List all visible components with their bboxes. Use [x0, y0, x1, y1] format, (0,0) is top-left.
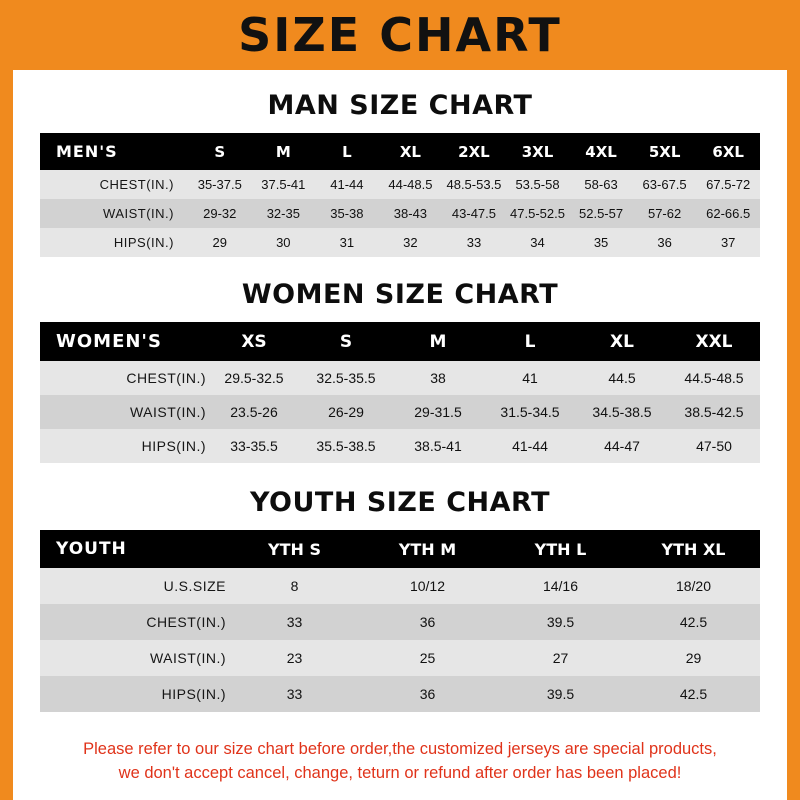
cell: 37 [720, 235, 736, 250]
youth-size-table [40, 530, 760, 712]
cell: 31 [339, 235, 355, 250]
men-size-table [40, 133, 760, 257]
cell: 52.5-57 [579, 206, 624, 221]
cell: 44.5 [608, 370, 636, 386]
women-header-l: L [524, 331, 536, 352]
cell: 29-32 [203, 206, 237, 221]
youth-header-m: YTH M [398, 539, 457, 559]
cell: 53.5-58 [515, 177, 560, 192]
men-header-5xl: 5XL [648, 142, 681, 161]
cell: 57-62 [647, 206, 682, 221]
cell: 33-35.5 [230, 438, 278, 454]
men-table-body [40, 170, 760, 257]
youth-header-s: YTH S [268, 539, 321, 559]
cell: 62-66.5 [706, 206, 751, 221]
page-title: SIZE CHART [238, 8, 562, 62]
women-header-xxl: XXL [695, 331, 733, 352]
women-table-body [40, 361, 760, 463]
cell: 36 [419, 686, 436, 702]
cell: 41 [522, 370, 538, 386]
cell: 29-31.5 [414, 404, 462, 420]
cell: 29 [685, 650, 702, 666]
cell: 37.5-41 [261, 177, 306, 192]
youth-section-title: YOUTH SIZE CHART [249, 487, 551, 518]
cell: 67.5-72 [706, 177, 751, 192]
men-header-4xl: 4XL [585, 142, 617, 161]
cell: 48.5-53.5 [446, 177, 502, 192]
row-label: CHEST(IN.) [146, 614, 226, 630]
cell: 43-47.5 [451, 206, 496, 221]
cell: 25 [419, 650, 436, 666]
table-row [40, 199, 760, 228]
men-header-6xl: 6XL [712, 142, 744, 161]
table-row [40, 170, 760, 199]
youth-header-xl: YTH XL [661, 539, 726, 559]
cell: 34 [530, 235, 545, 250]
row-label: HIPS(IN.) [161, 686, 226, 702]
cell: 42.5 [679, 686, 708, 702]
cell: 29.5-32.5 [224, 370, 284, 386]
cell: 26-29 [328, 404, 364, 420]
row-label: CHEST(IN.) [126, 370, 206, 386]
youth-header-label: YOUTH [56, 539, 127, 559]
table-row [40, 395, 760, 429]
cell: 41-44 [512, 438, 548, 454]
cell: 33 [466, 235, 482, 250]
cell: 35-38 [330, 206, 364, 221]
table-row [40, 640, 760, 676]
cell: 32.5-35.5 [316, 370, 376, 386]
table-row [40, 676, 760, 712]
cell: 58-63 [584, 177, 618, 192]
cell: 32-35 [266, 206, 300, 221]
cell: 33 [286, 686, 303, 702]
table-row [40, 604, 760, 640]
cell: 39.5 [546, 686, 575, 702]
cell: 47-50 [696, 438, 732, 454]
cell: 33 [286, 614, 303, 630]
cell: 10/12 [409, 578, 446, 594]
cell: 14/16 [542, 578, 579, 594]
women-header-xl: XL [610, 331, 634, 352]
cell: 35-37.5 [197, 177, 242, 192]
cell: 38.5-42.5 [684, 404, 744, 420]
cell: 34.5-38.5 [592, 404, 652, 420]
cell: 63-67.5 [642, 177, 687, 192]
women-section-title: WOMEN SIZE CHART [241, 279, 559, 310]
men-header-s: S [214, 142, 226, 161]
women-size-table [40, 322, 760, 463]
men-header-xl: XL [399, 142, 421, 161]
men-header-l: L [342, 142, 352, 161]
notice-line-2: we don't accept cancel, change, teturn or refund after order has been placed! [118, 763, 682, 782]
cell: 30 [276, 235, 291, 250]
table-header-row [40, 322, 760, 361]
order-notice [35, 738, 765, 786]
men-header-m: M [275, 142, 291, 161]
women-header-xs: XS [241, 331, 267, 352]
banner [13, 0, 787, 70]
youth-table-header [40, 530, 760, 568]
cell: 36 [419, 614, 436, 630]
row-label: HIPS(IN.) [113, 235, 174, 250]
youth-header-l: YTH L [534, 539, 587, 559]
men-header-label: MEN'S [56, 142, 118, 161]
cell: 38.5-41 [414, 438, 462, 454]
row-label: WAIST(IN.) [129, 404, 206, 420]
row-label: HIPS(IN.) [141, 438, 206, 454]
row-label: WAIST(IN.) [103, 206, 174, 221]
cell: 41-44 [330, 177, 364, 192]
table-row [40, 568, 760, 604]
women-header-s: S [339, 331, 353, 352]
notice-line-1: Please refer to our size chart before order,the customized jerseys are special products, [83, 740, 717, 758]
table-header-row [40, 530, 760, 568]
men-header-3xl: 3XL [521, 142, 554, 161]
cell: 35.5-38.5 [316, 438, 376, 454]
table-row [40, 429, 760, 463]
cell: 29 [212, 235, 227, 250]
men-table-header [40, 133, 760, 170]
cell: 32 [403, 235, 418, 250]
women-header-label: WOMEN'S [56, 331, 162, 352]
women-table-header [40, 322, 760, 361]
cell: 31.5-34.5 [500, 404, 560, 420]
cell: 18/20 [675, 578, 712, 594]
men-header-2xl: 2XL [458, 142, 490, 161]
table-row [40, 361, 760, 395]
youth-table-body [40, 568, 760, 712]
cell: 8 [290, 578, 299, 594]
cell: 27 [552, 650, 569, 666]
table-header-row [40, 133, 760, 170]
cell: 44-48.5 [388, 177, 433, 192]
cell: 38-43 [393, 206, 428, 221]
cell: 36 [657, 235, 672, 250]
row-label: WAIST(IN.) [149, 650, 226, 666]
cell: 44-47 [604, 438, 640, 454]
cell: 44.5-48.5 [684, 370, 744, 386]
cell: 42.5 [679, 614, 708, 630]
cell: 39.5 [546, 614, 575, 630]
cell: 47.5-52.5 [510, 206, 565, 221]
cell: 38 [430, 370, 446, 386]
women-header-m: M [429, 331, 447, 352]
row-label: U.S.SIZE [163, 578, 226, 594]
cell: 23 [286, 650, 303, 666]
table-row [40, 228, 760, 257]
row-label: CHEST(IN.) [99, 177, 174, 192]
cell: 35 [593, 235, 609, 250]
man-section-title: MAN SIZE CHART [267, 90, 533, 121]
cell: 23.5-26 [230, 404, 278, 420]
